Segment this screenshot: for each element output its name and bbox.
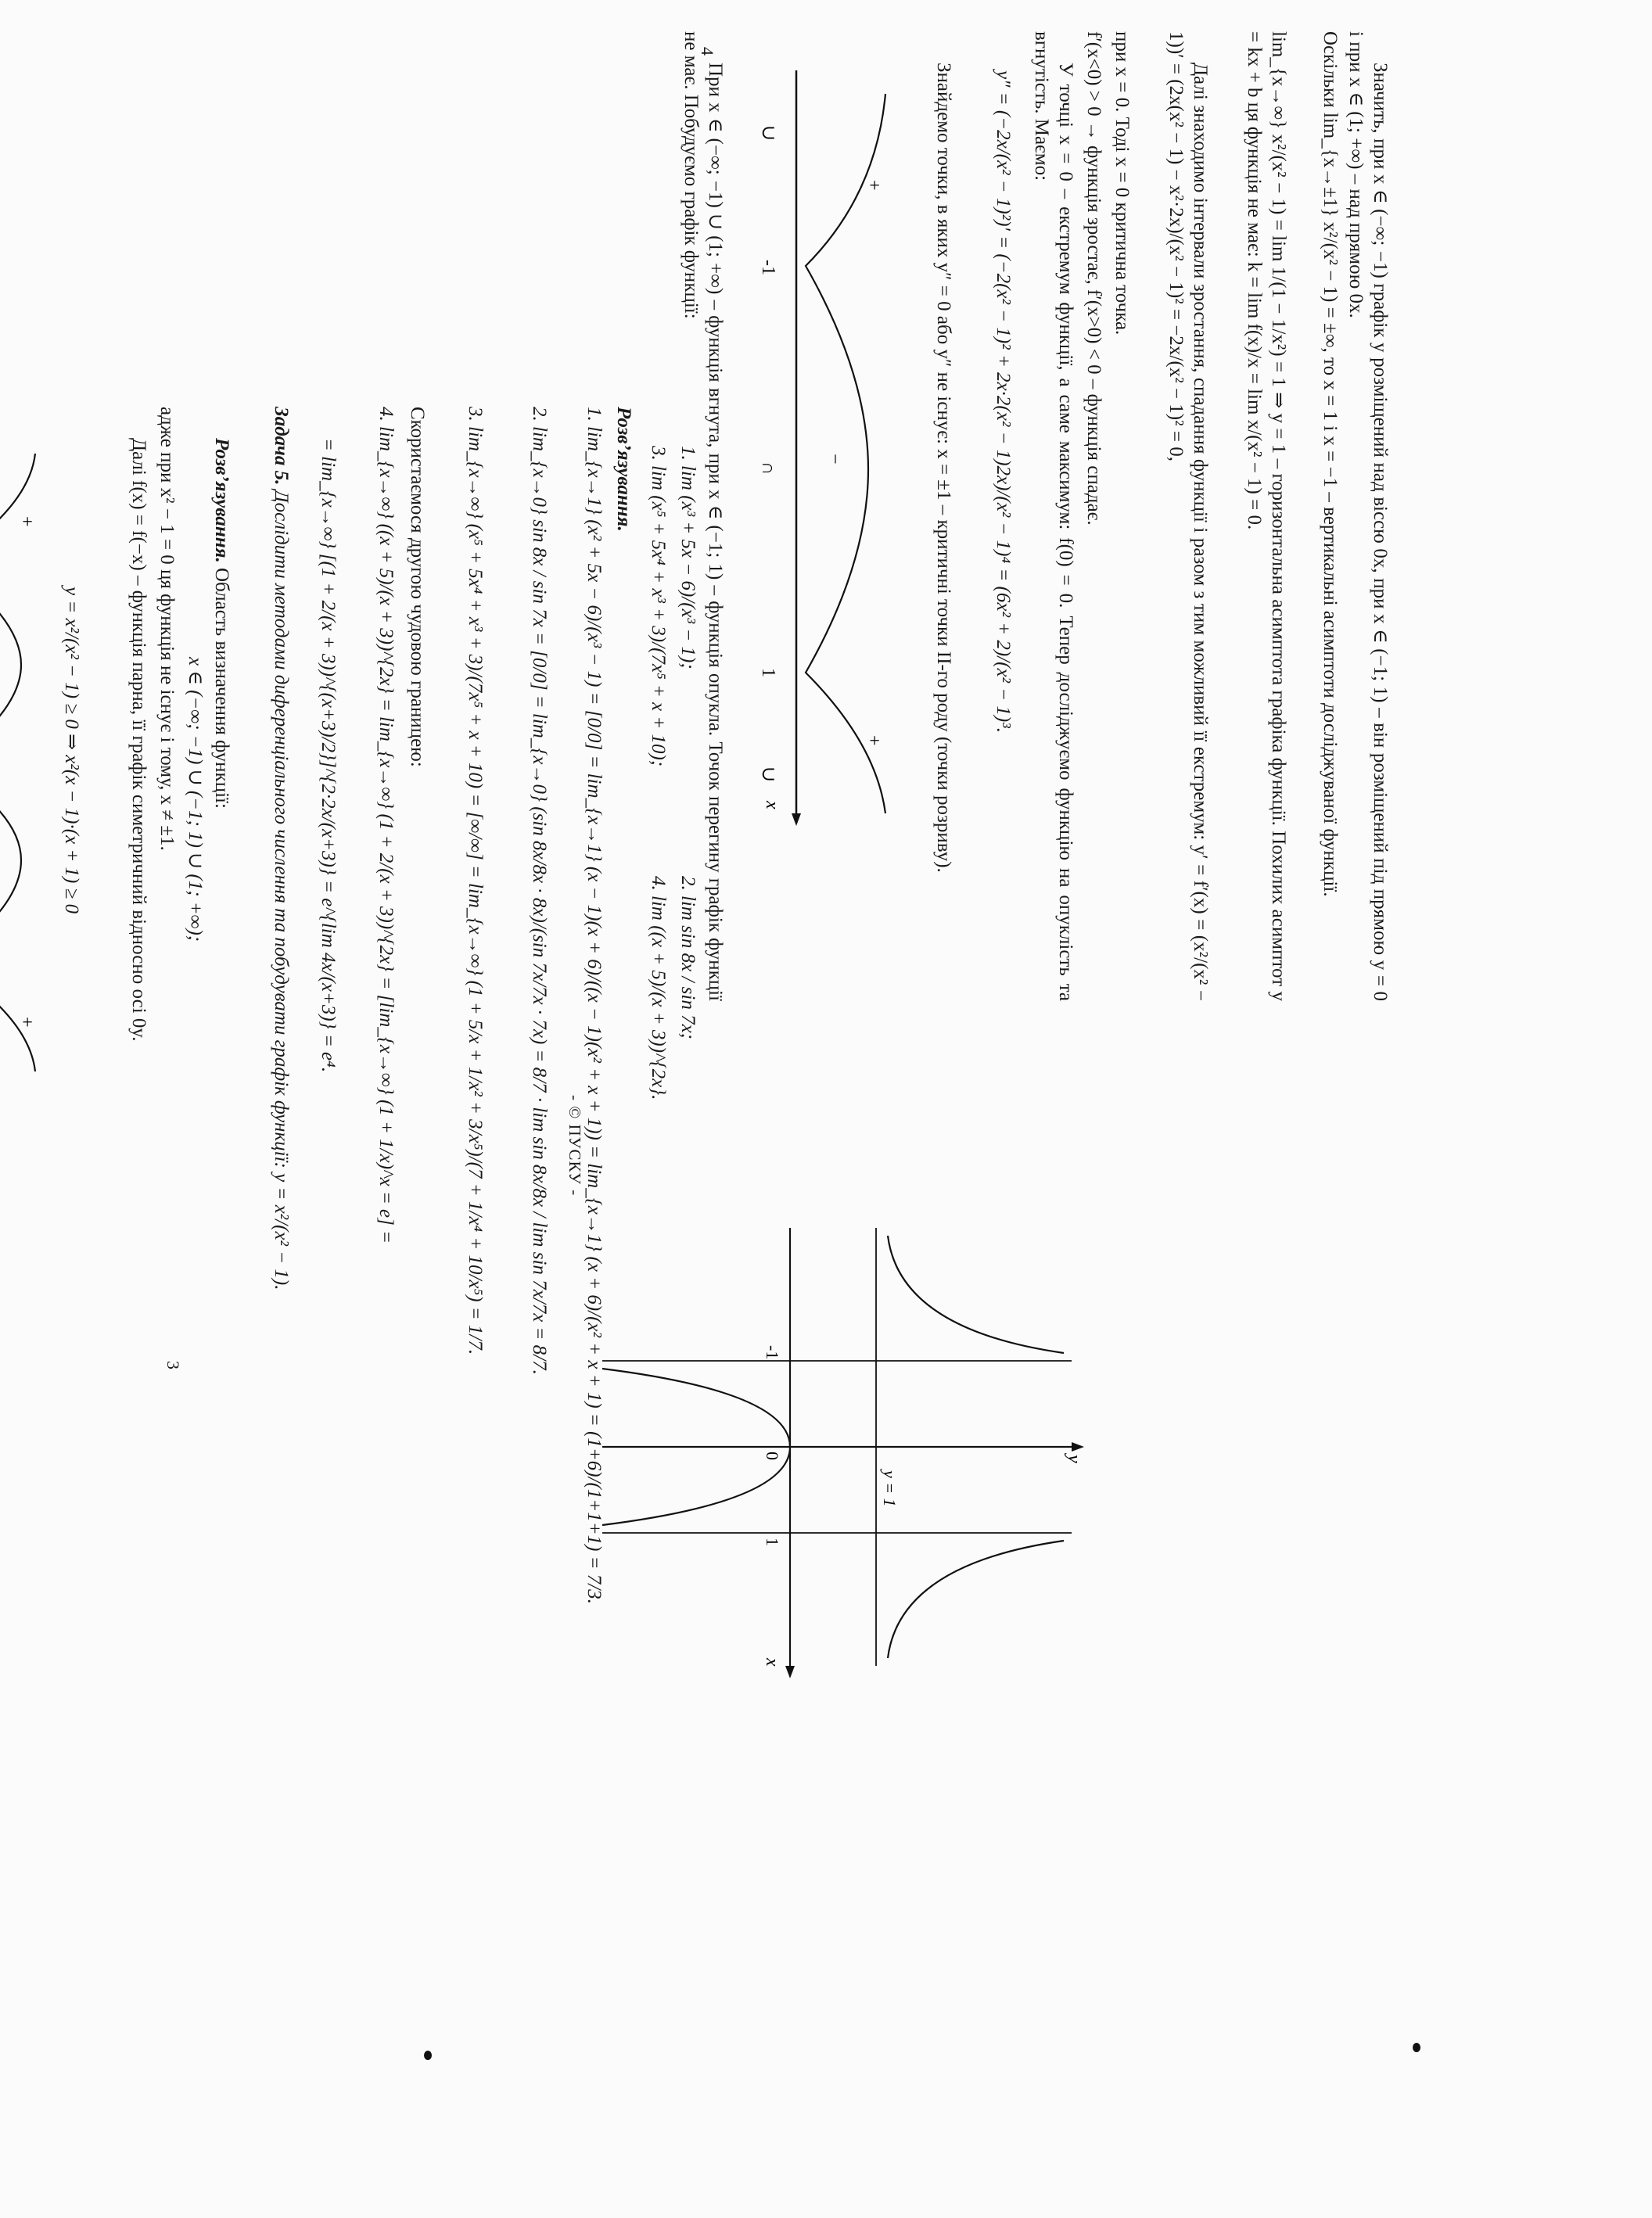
page-number-3: 3 <box>163 1361 183 1369</box>
page-number-4: 4 <box>698 47 717 56</box>
convexity-chart-tick-1: -1 <box>758 260 778 275</box>
parity-note: Далі f(x) = f(−x) – функція парна, її графік симетричний відносно осі 0y. <box>128 438 149 1042</box>
paragraph-vertical-asymptotes: Оскільки lim_{x→±1} x²/(x² − 1) = ±∞, то x = 1 і x = −1 – вертикальні асимптоти досліджуваної функції. <box>1320 31 1341 897</box>
task-5-label: Задача 5. <box>271 407 292 486</box>
paragraph-monotonicity: Далі знаходимо інтервали зростання, спадання функції і разом з тим можливий її екстремум: y′ = f′(x) = (x²/(x² − 1))′ = (2x(x² − 1) − x²·2x)/(x² − 1)² = −2x/(x² − 1)² = 0, <box>1165 31 1211 1001</box>
task-list-item-4: 4. lim ((x + 5)/(x + 3))^{2x}. <box>648 876 669 1100</box>
convexity-chart-shape-2: ∩ <box>758 461 778 476</box>
page-4-footer: - © ПУСКУ - <box>566 1095 584 1197</box>
graph-tick-minus-one: -1 <box>763 1345 782 1360</box>
task-list-item-3: 3. lim (x⁵ + 5x⁴ + x³ + 3)/(7x⁵ + x + 10); <box>648 446 669 767</box>
convexity-chart-shape-3: ∪ <box>758 766 778 783</box>
graph-x-arrow <box>785 1666 795 1678</box>
function-graph <box>587 1212 1087 1681</box>
solution-2: 2. lim_{x→0} sin 8x / sin 7x = [0/0] = lim_{x→0} (sin 8x/8x · 8x)/(sin 7x/7x · 7x) = 8/7 · lim sin 8x/8x / lim sin 7x/7x = 8/7. <box>529 407 550 1375</box>
convexity-chart-arrow <box>792 813 801 826</box>
function-graph-wrapper <box>587 1212 1087 1681</box>
sign-chart <box>0 422 52 1189</box>
graph-branch-right <box>888 1541 1064 1658</box>
domain-intro: Область визначення функції: <box>211 567 232 809</box>
convexity-chart-curve <box>806 94 885 813</box>
paragraph-sign-intervals: Значить, при x ∈ (−∞; −1) графік у розміщений над віссю 0x, при x ∈ (−1; 1) – він розміщений під прямою y = 0 і при x ∈ (1; +∞) – над прямою 0x. <box>1345 31 1391 1001</box>
paragraph-critical-point: при x = 0. Тоді x = 0 критична точка. <box>1112 31 1133 336</box>
domain-heading: Розв’язування. <box>211 438 232 563</box>
convexity-chart-sign-2: − <box>824 454 845 465</box>
domain-intro-line <box>210 438 234 1330</box>
graph-tick-zero: 0 <box>763 1452 782 1460</box>
print-speck-right <box>1413 2043 1420 2052</box>
task-list-item-2: 2. lim sin 8x / sin 7x; <box>677 876 699 1040</box>
note-second-limit: Скористаємося другою чудовою границею: <box>407 407 428 767</box>
sign-chart-curve <box>0 454 35 1071</box>
sign-chart-sign-4: + <box>16 1017 37 1028</box>
domain-reason: адже при x² − 1 = 0 ця функція не існує і тому, x ≠ ±1. <box>156 407 178 851</box>
second-derivative-formula: y″ = (−2x/(x² − 1)²)′ = (−2(x² − 1)² + 2x·2(x² − 1)2x)/(x² − 1)⁴ = (6x² + 2)/(x² − 1)³. <box>993 70 1014 733</box>
convexity-chart-shape-1: ∪ <box>758 125 778 142</box>
graph-y-label: y <box>1064 1455 1084 1463</box>
paragraph-extremum: У точці x = 0 – екстремум функції, а саме максимум: f(0) = 0. Тепер досліджуємо функцію на опуклість та вгнутість. Маємо: <box>1031 31 1076 1001</box>
solution-3: 3. lim_{x→∞} (x⁵ + 5x⁴ + x³ + 3)/(7x⁵ + x + 10) = [∞/∞] = lim_{x→∞} (1 + 5/x + 1/x² + 3/x⁵)/(7 + 1/x⁴ + 10/x⁵) = 1/7. <box>465 407 486 1355</box>
graph-x-label: x <box>762 1658 782 1667</box>
convexity-chart <box>735 63 900 829</box>
convexity-chart-sign-1: + <box>864 180 884 191</box>
paragraph-horizontal-asymptote: lim_{x→∞} x²/(x² − 1) = lim 1/(1 − 1/x²) = 1 ⇒ y = 1 – горизонтальна асимптота графіка функції. Похилих асимптот y = kx + b ця функція не має: k = lim f(x)/x = lim x/(x² − 1) = 0. <box>1244 31 1289 1001</box>
convexity-chart-tick-2: 1 <box>758 668 778 677</box>
solution-1: 1. lim_{x→1} (x² + 5x − 6)/(x³ − 1) = [0/0] = lim_{x→1} (x − 1)(x + 6)/((x − 1)(x² + x + 1)) = lim_{x→1} (x + 6)/(x² + x + 1) = (1+6)/(1+1+1) = 7/3. <box>584 407 605 1604</box>
task-list-item-1: 1. lim (x³ + 5x − 6)/(x³ − 1); <box>677 446 699 669</box>
graph-y-arrow <box>1072 1442 1084 1452</box>
convexity-chart-sign-3: + <box>864 735 884 746</box>
sign-chart-sign-1: + <box>16 516 37 527</box>
graph-branch-left <box>888 1236 1064 1353</box>
paragraph-convexity: При x ∈ (−∞; −1) ∪ (1; +∞) – функція вгнута, при x ∈ (−1; 1) – функція опукла. Точок перегину графік функції не має. Побудуємо графік функції: <box>681 31 726 1001</box>
sign-formula: y = x²/(x² − 1) ≥ 0 ⇒ x²(x − 1)·(x + 1) ≥ 0 <box>61 587 82 914</box>
solution-heading: Розв’язування. <box>613 407 634 532</box>
convexity-chart-axis-label: x <box>762 801 782 809</box>
solution-4-line-1: 4. lim_{x→∞} ((x + 5)/(x + 3))^{2x} = lim_{x→∞} (1 + 2/(x + 3))^{2x} = [lim_{x→∞} (1 + 1/x)^x = e] = <box>375 407 397 1244</box>
task-5 <box>269 407 293 1314</box>
solution-4-line-2: = lim_{x→∞} [(1 + 2/(x + 3))^{(x+3)/2}]^{2·2x/(x+3)} = e^{lim 4x/(x+3)} = e⁴. <box>318 438 339 1073</box>
task-5-text: Дослідити методами диференціального числення та побудувати графік функції: y = x²/(x² − 1). <box>271 490 292 1290</box>
domain-formula: x ∈ (−∞; −1) ∪ (−1; 1) ∪ (1; +∞); <box>185 657 206 942</box>
graph-asymptote-label: y = 1 <box>880 1470 900 1507</box>
paragraph-inflection-candidates: Знайдемо точки, в яких y″ = 0 або y″ не існує: x = ±1 – критичні точки ІІ-го роду (точки розриву). <box>933 63 954 873</box>
graph-tick-one: 1 <box>763 1538 782 1546</box>
paragraph-derivative-sign: f′(x<0) > 0 → функція зростає, f′(x>0) < 0 – функція спадає. <box>1083 31 1104 526</box>
print-speck <box>424 2051 432 2060</box>
